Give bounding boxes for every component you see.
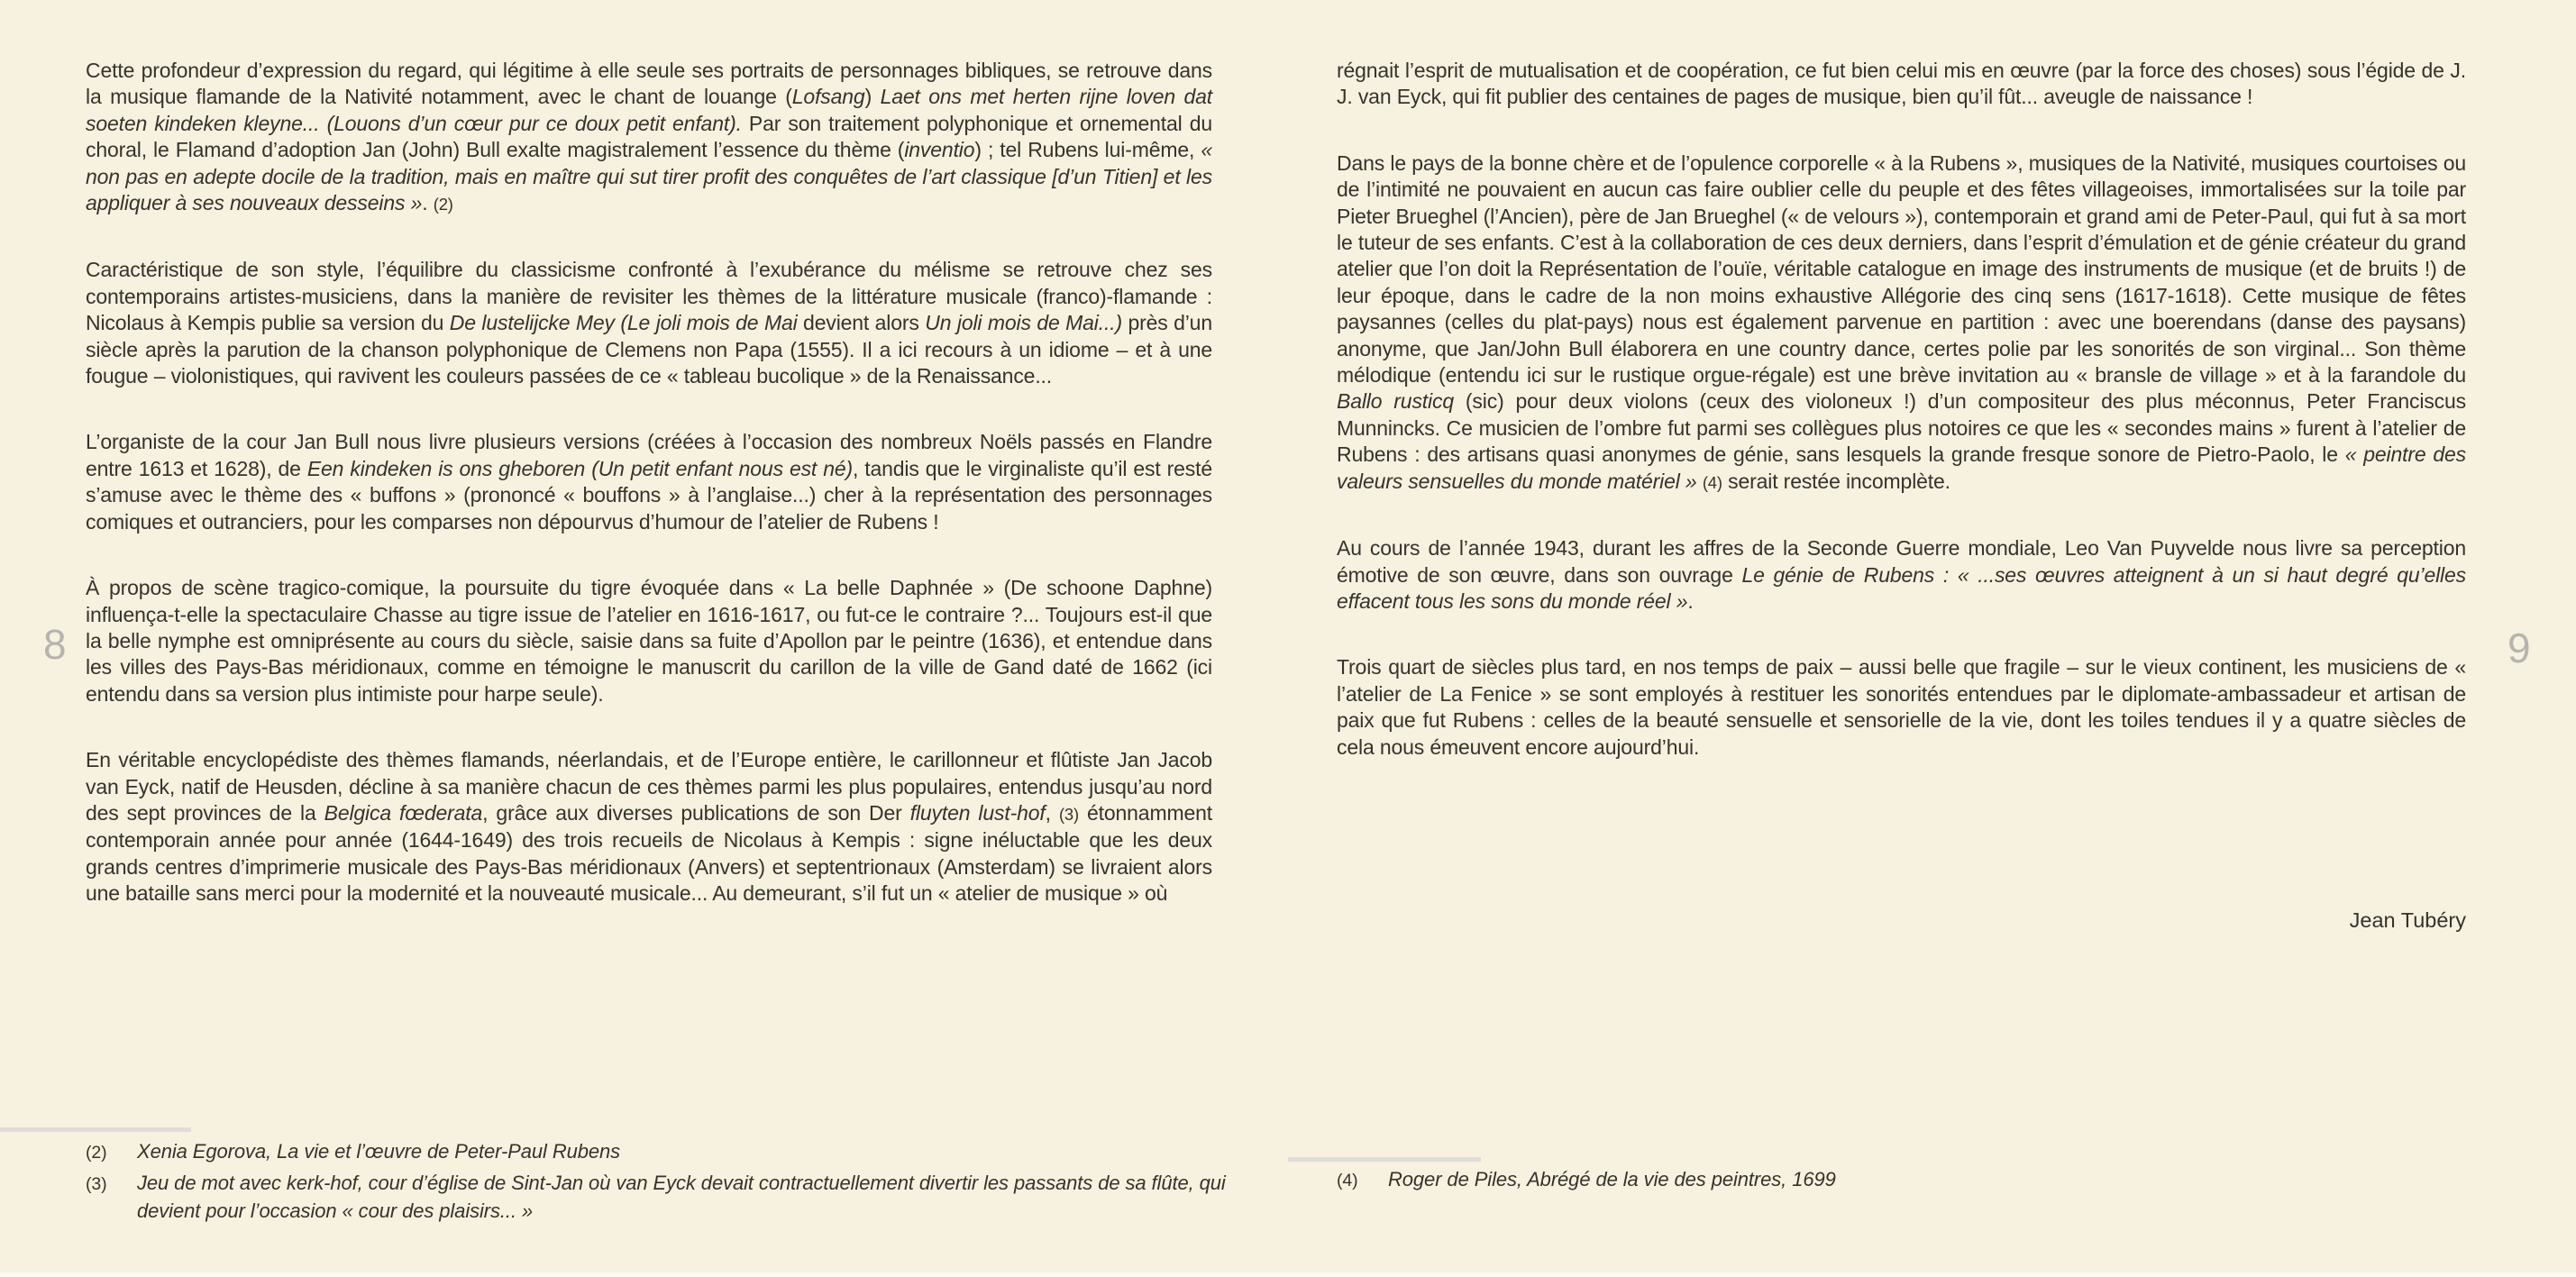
text-segment: . — [422, 191, 434, 215]
paragraph — [86, 58, 1212, 217]
paragraph — [86, 747, 1212, 907]
text-segment: serait restée incomplète. — [1722, 469, 1950, 493]
text-column-right — [1337, 58, 2466, 800]
text-segment: (sic) pour deux violons (ceux des violoneux !) d’un compositeur des plus méconnus, Peter Franciscus Munnincks. Ce musicien de l’ombre fut parmi ses collègues plus notoires ce que les « secondes mains » furent à l’atelier de Rubens : des artisans quasi anonymes de génie, sans lesquels la grande fresque sonore de Pietro-Paolo, le — [1337, 389, 2467, 467]
text-segment: étonnamment contemporain année pour année (1644-1649) des trois recueils de Nicolaus à Kempis : signe inéluctable que les deux grands centres d’imprimerie musicale des Pays-Bas méridionaux (Anvers) et septentrionaux (Amsterdam) se livraient alors une bataille sans merci pour la modernité et la nouveauté musicale... Au demeurant, s’il fut un « atelier de musique » où — [86, 800, 1212, 906]
text-segment: À propos de scène tragico-comique, la poursuite du tigre évoquée dans « La belle Daphnée » (De schoone Daphne) influença-t-elle la spectaculaire Chasse au tigre issue de l’atelier en 1616-1617, ou fut-ce le contraire ?... Toujours est-il que la belle nymphe est omniprésente au cours du siècle, saisie dans sa fuite d’Apollon par le peintre (1636), et entendue dans les villes des Pays-Bas méridionaux, comme en témoigne le manuscrit du carillon de la ville de Gand daté de 1662 (ici entendu dans sa version plus intimiste pour harpe seule). — [86, 576, 1212, 706]
text-segment: Laet ons met herten rijne loven dat soeten kindeken kleyne... (Louons d’un cœur pur ce doux petit enfant). — [86, 85, 1212, 135]
text-segment: ) ; tel Rubens lui-même, — [974, 138, 1201, 162]
text-segment: Cette profondeur d’expression du regard, qui légitime à elle seule ses portraits de personnages bibliques, se retrouve dans la musique flamande de la Nativité notamment, avec le chant de louange ( — [86, 59, 1212, 109]
text-segment: Roger de Piles, Abrégé de la vie des peintres, 1699 — [1388, 1168, 1836, 1190]
text-segment: fluyten lust-hof — [909, 800, 1046, 825]
footnote-reference: (4) — [1702, 472, 1722, 492]
text-segment: , tandis que le virginaliste qu’il est resté s’amuse avec le thème des « buffons » (prononcé « bouffons » à l’anglaise...) cher à la représentation des personnages comiques et outranciers, pour les comparses non dépourvus d’humour de l’atelier de Rubens ! — [86, 456, 1212, 534]
text-segment: Au cours de l’année 1943, durant les affres de la Seconde Guerre mondiale, Leo Van Puyvelde nous livre sa perception émotive de son œuvre, dans son ouvrage — [1337, 536, 2466, 587]
paragraph — [86, 429, 1212, 535]
text-segment: « peintre des valeurs sensuelles du monde matériel » — [1337, 442, 2467, 493]
footnote-number: (3) — [86, 1174, 107, 1194]
text-segment: Par son traitement polyphonique et ornemental du choral, le Flamand d’adoption Jan (John) Bull exalte magistralement l’essence du thème ( — [86, 111, 1212, 162]
author-signature: Jean Tubéry — [2349, 908, 2466, 932]
footnotes-left — [86, 1137, 1248, 1227]
text-segment: , grâce aux diverses publications de son Der — [482, 800, 910, 825]
text-segment: ) — [864, 85, 881, 109]
text-segment: « non pas en adepte docile de la tradition, mais en maître qui sut tirer profit des conquêtes de l’art classique [d’un Titien] et les appliquer à ses nouveaux desseins » — [86, 138, 1213, 215]
text-column-left — [86, 58, 1212, 947]
text-segment: inventio — [904, 138, 975, 162]
text-segment: Le génie de Rubens : « ...ses œuvres atteignent à un si haut degré qu’elles effacent tous les sons du monde réel » — [1337, 562, 2467, 613]
text-segment: L’organiste de la cour Jan Bull nous livre plusieurs versions (créées à l’occasion des nombreux Noëls passés en Flandre entre 1613 et 1628), de — [86, 430, 1212, 480]
text-segment: Belgica fœderata — [324, 800, 483, 825]
footnote — [86, 1137, 1248, 1167]
footnote-number: (2) — [86, 1143, 107, 1163]
page-number-right: 9 — [2507, 625, 2531, 671]
footnote-number: (4) — [1337, 1171, 1358, 1190]
footnote — [1337, 1165, 2499, 1195]
text-segment: devient alors — [797, 311, 926, 335]
text-segment: Dans le pays de la bonne chère et de l’opulence corporelle « à la Rubens », musiques de la Nativité, musiques courtoises ou de l’intimité ne pouvaient en aucun cas faire oublier celle du peuple et des fêtes villageoises, immortalisées sur la toile par Pieter Brueghel (l’Ancien), père de Jan Brueghel (« de velours »), contemporain et grand ami de Peter-Paul, qui fut à sa mort le tuteur de ses enfants. C’est à la collaboration de ces deux derniers, dans l’esprit d’émulation et de génie créateur du grand atelier que l’on doit la Représentation de l’ouïe, véritable catalogue en image des instruments de musique (et de bruits !) de leur époque, dans le cadre de la non moins exhaustive Allégorie des cinq sens (1617-1618). Cette musique de fêtes paysannes (celles du plat-pays) nous est également parvenue en partition : avec une boerendans (danse des paysans) anonyme, que Jan/John Bull élaborera en une country dance, certes polie par les sonorités de son virginal... Son thème mélodique (entendu ici sur le rustique orgue-régale) est une brève invitation au « bransle de village » et à la farandole du — [1337, 151, 2466, 388]
footnote-text — [1388, 1165, 2499, 1193]
text-segment: . — [1687, 588, 1694, 613]
text-segment: Caractéristique de son style, l’équilibre du classicisme confronté à l’exubérance du mélisme se retrouve chez ses contemporains artistes-musiciens, dans la manière de revisiter les thèmes de la littérature musicale (franco)-flamande : Nicolaus à Kempis publie sa version du — [86, 258, 1212, 335]
footnote-divider-right — [1288, 1157, 1481, 1162]
page-number-left: 8 — [43, 621, 67, 668]
text-segment: En véritable encyclopédiste des thèmes flamands, néerlandais, et de l’Europe entière, le carillonneur et flûtiste Jan Jacob van Eyck, natif de Heusden, décline à sa manière chacun de ces thèmes parmi les plus populaires, entendus jusqu’au nord des sept provinces de la — [86, 748, 1212, 825]
paragraph — [86, 575, 1212, 707]
footnotes-right — [1337, 1165, 2499, 1197]
footnote-reference: (2) — [433, 195, 453, 214]
footnote-text — [137, 1137, 1248, 1165]
text-segment: près d’un siècle après la parution de la chanson polyphonique de Clemens non Papa (1555). Il a ici recours à un idiome – et à une fougue – violonistiques, qui ravivent les couleurs passées de ce « tableau bucolique » de la Renaissance... — [86, 311, 1212, 388]
text-segment: De lustelijcke Mey (Le joli mois de Mai — [449, 311, 798, 335]
text-segment: Ballo rusticq — [1337, 389, 1454, 414]
paragraph — [1337, 535, 2466, 615]
text-segment: Jeu de mot avec kerk-hof, cour d’église de Sint-Jan où van Eyck devait contractuellement divertir les passants de sa flûte, qui devient pour l’occasion « cour des plaisirs... » — [137, 1172, 1226, 1222]
footnote-divider-left — [0, 1127, 191, 1132]
text-segment: Trois quart de siècles plus tard, en nos temps de paix – aussi belle que fragile – sur le vieux continent, les musiciens de « l’atelier de La Fenice » se sont employés à restituer les sonorités entendues par le diplomate-ambassadeur et artisan de paix que fut Rubens : celles de la beauté sensuelle et sensorielle de la vie, dont les toiles tendues il y a quatre siècles de cela nous émeuvent encore aujourd’hui. — [1337, 655, 2466, 759]
paragraph — [1337, 151, 2466, 496]
footnote-reference: (3) — [1058, 804, 1079, 824]
text-segment: régnait l’esprit de mutualisation et de coopération, ce fut bien celui mis en œuvre (par la force des choses) sous l’égide de J. J. van Eyck, qui fit publier des centaines de pages de musique, bien qu’il fût... aveugle de naissance ! — [1337, 59, 2466, 109]
text-segment: Lofsang — [791, 85, 865, 109]
footnote-text — [137, 1169, 1248, 1225]
footnote — [86, 1169, 1248, 1225]
page-bottom-edge — [0, 1272, 2576, 1277]
paragraph — [1337, 58, 2466, 111]
text-segment: Un joli mois de Mai...) — [925, 311, 1122, 335]
text-segment: Een kindeken is ons gheboren (Un petit enfant nous est né) — [306, 456, 853, 480]
text-segment: , — [1045, 800, 1059, 825]
text-segment: Xenia Egorova, La vie et l’œuvre de Peter-Paul Rubens — [137, 1140, 621, 1163]
paragraph — [1337, 654, 2466, 761]
paragraph — [86, 257, 1212, 389]
